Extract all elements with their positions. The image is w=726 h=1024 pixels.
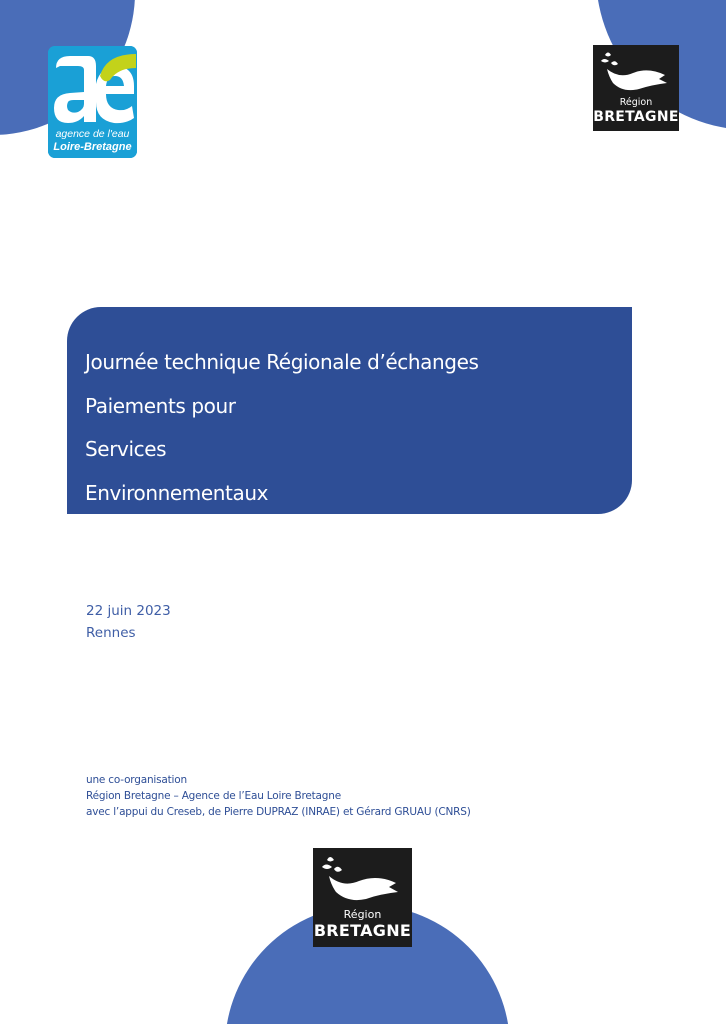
event-date-place	[86, 600, 171, 644]
region-bretagne-logo-bottom	[313, 848, 412, 947]
region-bretagne-top-region-text: Région	[619, 97, 653, 108]
agence-eau-logo-line2: Loire-Bretagne	[53, 141, 132, 153]
region-bretagne-logo-top	[593, 45, 679, 131]
agence-eau-logo-line1: agence de l'eau	[55, 128, 130, 140]
title-banner	[67, 307, 632, 514]
organisation-line-2: Région Bretagne – Agence de l’Eau Loire Bretagne	[86, 790, 341, 802]
title-line-3: Services	[85, 437, 167, 461]
region-bretagne-top-bretagne-text: BRETAGNE	[593, 109, 679, 125]
organisation-line-1: une co-organisation	[86, 774, 187, 786]
event-place: Rennes	[86, 625, 136, 641]
agence-eau-loire-bretagne-logo	[48, 46, 137, 158]
region-bretagne-bottom-region-text: Région	[343, 908, 382, 921]
title-line-2: Paiements pour	[85, 393, 236, 418]
organisation-line-3: avec l’appui du Creseb, de Pierre DUPRAZ (INRAE) et Gérard GRUAU (CNRS)	[86, 806, 471, 818]
organisation-credits	[86, 772, 471, 820]
title-line-1: Journée technique Régionale d’échanges	[85, 350, 479, 374]
title-line-4: Environnementaux	[85, 480, 269, 505]
event-date: 22 juin 2023	[86, 603, 171, 619]
region-bretagne-bottom-bretagne-text: BRETAGNE	[313, 921, 412, 940]
